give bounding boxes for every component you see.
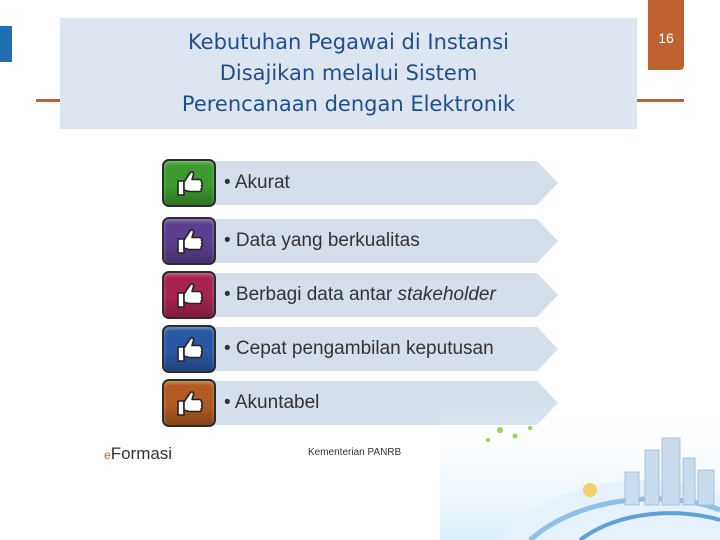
item-label [224, 217, 420, 265]
item-label [224, 325, 494, 373]
brand-prefix: e [104, 448, 111, 462]
badge-1 [162, 159, 216, 207]
title-rule-right [636, 99, 684, 102]
item-label [224, 159, 290, 207]
item-text: • Akuntabel [224, 392, 320, 413]
badge-5 [162, 379, 216, 427]
item-text: • Berbagi data antar [224, 284, 398, 305]
thumbs-up-icon [172, 278, 206, 312]
brand-name: Formasi [110, 444, 173, 463]
item-emphasis: stakeholder [397, 284, 496, 305]
list-item-fast-decision [162, 325, 558, 373]
page-number: 16 [658, 30, 674, 46]
slide-title: Kebutuhan Pegawai di Instansi Disajikan melalui Sistem Perencanaan dengan Elektronik [181, 30, 516, 116]
thumbs-up-icon [172, 224, 206, 258]
page-number-tab [648, 0, 684, 70]
city-illustration [440, 400, 720, 540]
item-text: • Data yang berkualitas [224, 230, 420, 251]
list-item-quality-data [162, 217, 558, 265]
thumbs-up-icon [172, 332, 206, 366]
title-box [60, 18, 637, 129]
item-text: • Cepat pengambilan keputusan [224, 338, 494, 359]
footer-organization: Kementerian PANRB [308, 447, 402, 458]
list-item-share-data [162, 271, 558, 319]
item-label [224, 379, 319, 427]
badge-2 [162, 217, 216, 265]
badge-4 [162, 325, 216, 373]
thumbs-up-icon [172, 386, 206, 420]
item-text: • Akurat [224, 172, 290, 193]
item-label [224, 271, 496, 319]
left-accent-bar [0, 26, 12, 62]
badge-3 [162, 271, 216, 319]
thumbs-up-icon [172, 166, 206, 200]
footer-brand-logo [104, 444, 172, 464]
list-item-accurate [162, 159, 558, 207]
